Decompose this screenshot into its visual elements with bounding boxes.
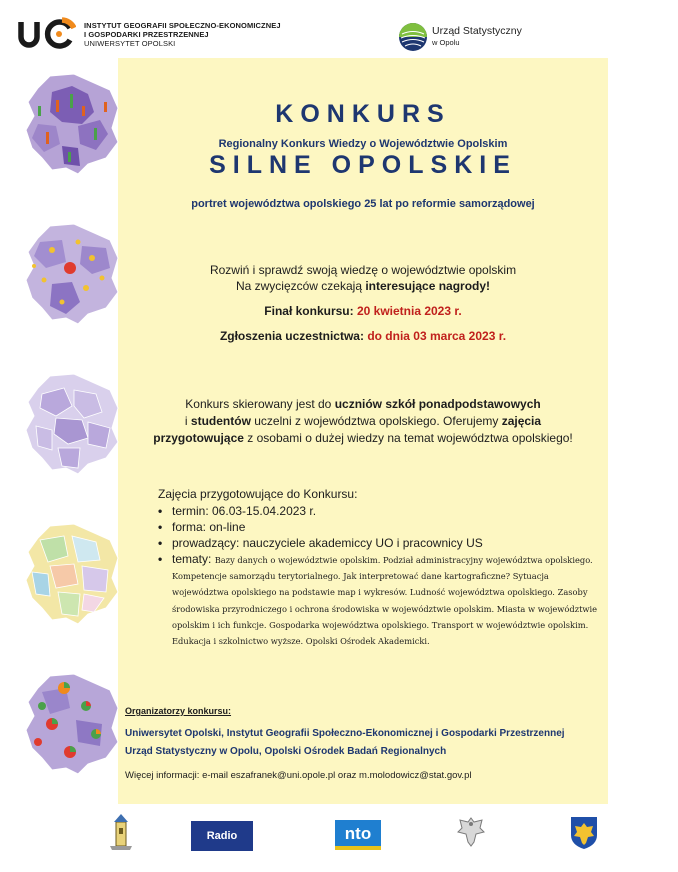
competition-subtitle: Regionalny Konkurs Wiedzy o Województwie Opolskim (218, 138, 508, 150)
radio-opole-logo: Radio Opole (191, 821, 253, 851)
institute-header (18, 16, 281, 52)
audience-p4: z osobami o dużej wiedzy na temat województwa opolskiego! (243, 431, 573, 445)
organizers-label: Organizatorzy konkursu: (125, 706, 232, 716)
stat-office-header (398, 22, 522, 52)
region-map-bar-chart (22, 72, 122, 177)
audience-p1: Konkurs skierowany jest do (185, 397, 335, 411)
audience-text (118, 396, 608, 447)
polish-eagle-emblem-icon (456, 814, 486, 850)
stat-office-line2: w Opolu (432, 38, 460, 47)
audience-classes: zajęcia (501, 414, 542, 428)
castle-tower-logo-icon (108, 812, 134, 850)
classes-topics-text: Bazy danych o województwie opolskim. Podział administracyjny województwa opolskiego. Kompetencje samorządu terytorialnego. Jak interpretować dane kartograficzne? Sytuacja województwa opolskiego na podstawie map i wykresów. Ludność województwa opolskiego. Zasoby środowiska przyrodniczego i ochrona środowiska w województwie opolskim. Miasta w województwie opolskim i ich funkcje. Gospodarka województwa opolskiego. Transport w województwie opolskim. Edukacja i szkolnictwo wyższe. Opolski Ośrodek Akademicki. (172, 555, 598, 647)
region-map-pie-charts (22, 672, 122, 777)
region-map-pastel (22, 522, 122, 627)
registration-date-line (118, 328, 608, 344)
classes-heading: Zajęcia przygotowujące do Konkursu: (158, 487, 358, 501)
final-date-value: 20 kwietnia 2023 r. (356, 304, 462, 318)
audience-line2 (118, 413, 608, 430)
uo-logo-icon (18, 16, 76, 52)
intro-text (118, 262, 608, 294)
classes-topics (158, 551, 598, 648)
intro-line1: Rozwiń i sprawdź swoją wiedzę o województwie opolskim (209, 263, 517, 277)
institute-line1: INSTYTUT GEOGRAFII SPOŁECZNO-EKONOMICZNEJ (84, 20, 281, 30)
audience-line1 (118, 396, 608, 413)
audience-preparatory: przygotowujące (153, 431, 244, 445)
classes-topics-label: tematy: (172, 552, 215, 566)
stat-office-line1: Urząd Statystyczny (432, 25, 522, 37)
classes-form: • forma: on-line (158, 519, 598, 535)
registration-date-label: Zgłoszenia uczestnictwa: (219, 329, 368, 343)
competition-tagline: portret województwa opolskiego 25 lat po reformie samorządowej (191, 198, 535, 210)
audience-pupils: uczniów szkół ponadpodstawowych (334, 397, 541, 411)
audience-p2: i (184, 414, 191, 428)
classes-term: • termin: 06.03-15.04.2023 r. (158, 503, 598, 519)
intro-line2 (118, 278, 608, 294)
classes-list (158, 503, 598, 648)
audience-line3 (118, 430, 608, 447)
competition-name: SILNE OPOLSKIE (209, 151, 517, 179)
final-date-label: Finał konkursu: (264, 304, 357, 318)
university-name: UNIWERSYTET OPOLSKI (84, 38, 176, 48)
region-map-communes (22, 372, 122, 477)
stat-office-name (432, 25, 522, 49)
region-map-circles (22, 222, 122, 327)
registration-date-value: do dnia 03 marca 2023 r. (367, 329, 507, 343)
intro-line2-plain: Na zwycięzców czekają (235, 279, 366, 293)
organizers-line2: Urząd Statystyczny w Opolu, Opolski Ośrodek Badań Regionalnych (125, 746, 447, 757)
contact-info: Więcej informacji: e-mail eszafranek@uni.opole.pl oraz m.molodowicz@stat.gov.pl (125, 770, 472, 781)
competition-heading: KONKURS (275, 100, 451, 128)
institute-line2: I GOSPODARKI PRZESTRZENNEJ (84, 29, 209, 39)
preparatory-classes (158, 486, 598, 648)
nto-logo: nto (335, 820, 381, 850)
final-date-line (118, 303, 608, 319)
institute-name (84, 21, 281, 48)
classes-teachers: • prowadzący: nauczyciele akademiccy UO i pracownicy US (158, 535, 598, 551)
audience-p3: uczelni z województwa opolskiego. Oferujemy (250, 414, 502, 428)
opolskie-coat-of-arms-icon (569, 815, 599, 851)
stat-office-logo-icon (398, 22, 428, 52)
audience-students: studentów (190, 414, 251, 428)
intro-prize-text: interesujące nagrody! (365, 279, 491, 293)
organizers-line1: Uniwersytet Opolski, Instytut Geografii Społeczno-Ekonomicznej i Gospodarki Przestrzennej (125, 728, 565, 739)
